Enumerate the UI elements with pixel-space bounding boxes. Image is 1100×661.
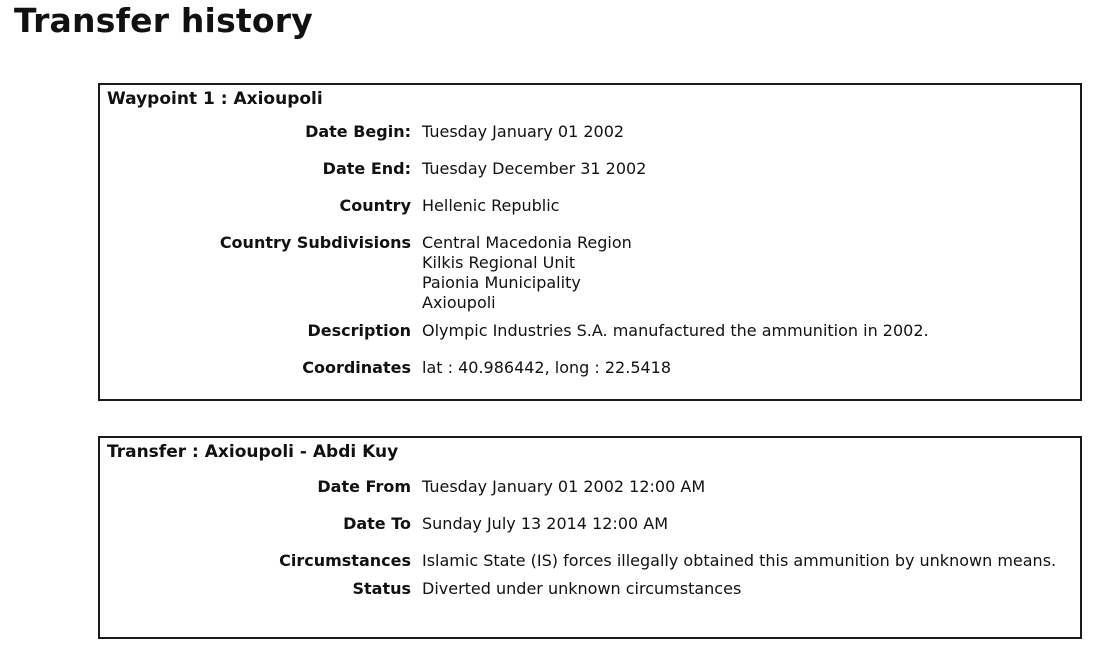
status-row [100, 579, 1080, 599]
date-begin-label: Date Begin: [305, 122, 411, 141]
subdivision-locality: Axioupoli [422, 293, 496, 312]
description-label: Description [307, 321, 411, 340]
circumstances-value: Islamic State (IS) forces illegally obtained this ammunition by unknown means. [422, 551, 1057, 570]
waypoint-header: Waypoint 1 : Axioupoli [107, 89, 323, 109]
coordinates-row [100, 358, 1080, 378]
country-label: Country [339, 196, 411, 215]
date-end-label: Date End: [322, 159, 411, 178]
date-to-row [100, 514, 1080, 534]
coordinates-value: lat : 40.986442, long : 22.5418 [422, 358, 672, 377]
date-begin-row [100, 122, 1080, 142]
date-from-value: Tuesday January 01 2002 12:00 AM [422, 477, 706, 496]
country-subdivisions-value [422, 233, 1080, 313]
waypoint-details [100, 110, 1080, 378]
country-subdivisions-row [100, 233, 1080, 313]
transfer-details [100, 463, 1080, 599]
date-begin-value: Tuesday January 01 2002 [422, 122, 625, 141]
date-from-label: Date From [317, 477, 411, 496]
description-value: Olympic Industries S.A. manufactured the ammunition in 2002. [422, 321, 929, 340]
country-row [100, 196, 1080, 216]
country-value: Hellenic Republic [422, 196, 560, 215]
subdivision-municipality: Paionia Municipality [422, 273, 581, 292]
circumstances-label: Circumstances [279, 551, 411, 570]
date-to-value: Sunday July 13 2014 12:00 AM [422, 514, 669, 533]
waypoint-card [98, 83, 1082, 401]
subdivision-regional-unit: Kilkis Regional Unit [422, 253, 576, 272]
date-end-value: Tuesday December 31 2002 [422, 159, 647, 178]
circumstances-row [100, 551, 1080, 571]
transfer-header: Transfer : Axioupoli - Abdi Kuy [107, 442, 399, 462]
status-value: Diverted under unknown circumstances [422, 579, 742, 598]
description-row [100, 321, 1080, 341]
date-to-label: Date To [343, 514, 411, 533]
coordinates-label: Coordinates [302, 358, 411, 377]
transfer-card [98, 436, 1082, 639]
date-from-row [100, 477, 1080, 497]
country-subdivisions-label: Country Subdivisions [219, 233, 411, 252]
date-end-row [100, 159, 1080, 179]
status-label: Status [352, 579, 411, 598]
subdivision-region: Central Macedonia Region [422, 233, 632, 252]
page-title: Transfer history [14, 1, 313, 40]
